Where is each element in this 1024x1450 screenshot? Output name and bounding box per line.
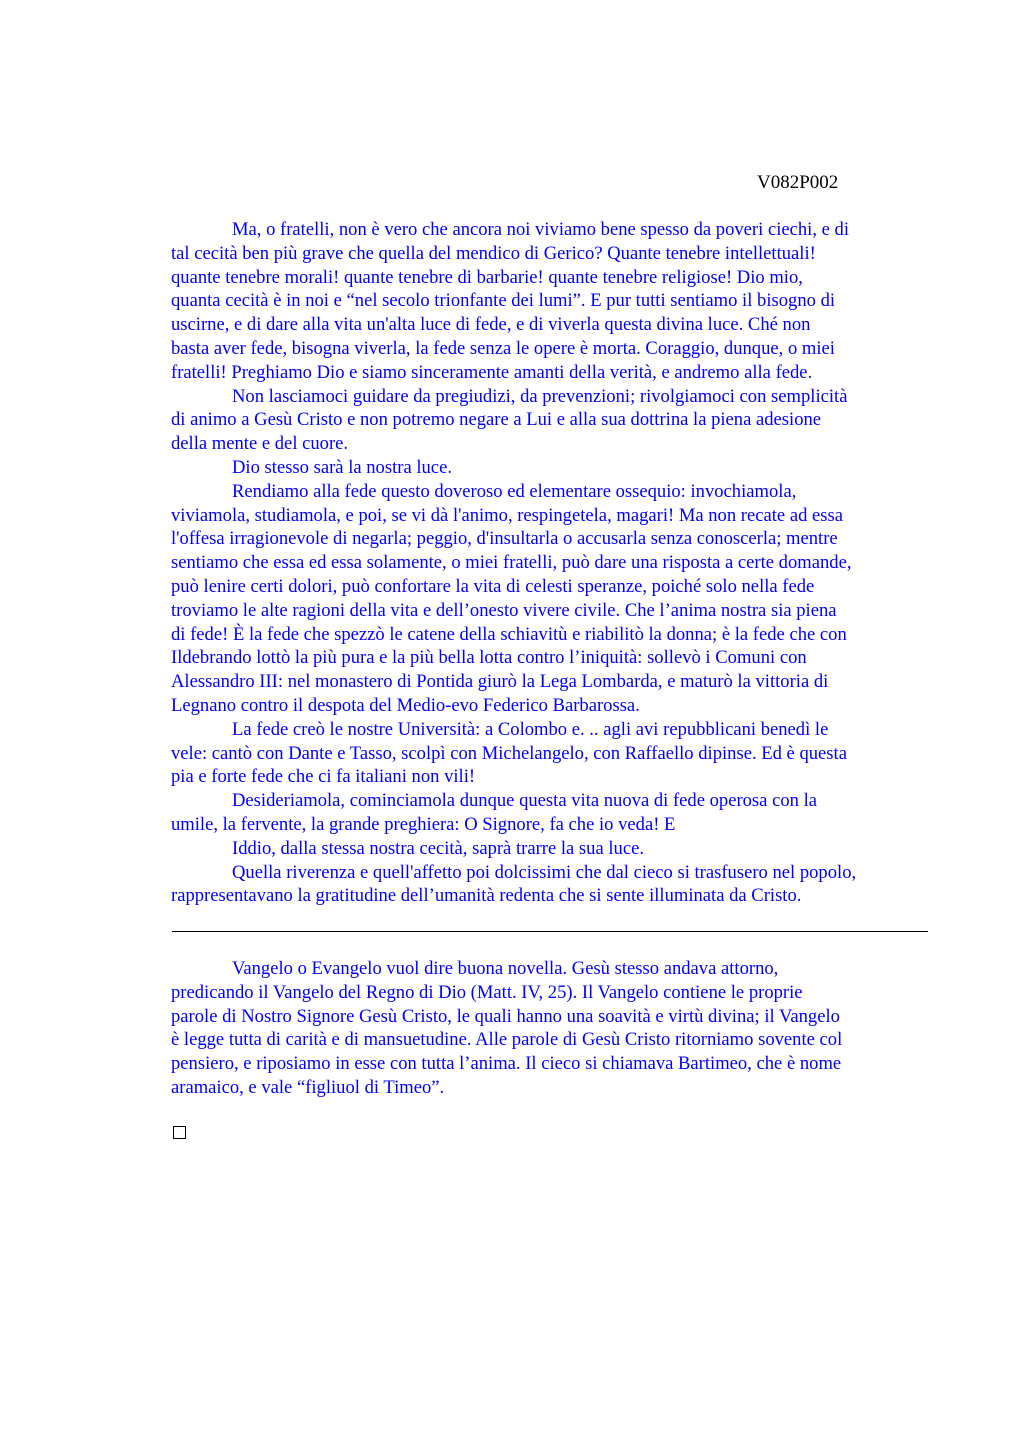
- footnote-line: è legge tutta di carità e di mansuetudine. Alle parole di Gesù Cristo ritorniamo sovente col: [171, 1029, 843, 1051]
- paragraph: [171, 718, 929, 789]
- footnote-line: Vangelo o Evangelo vuol dire buona novella. Gesù stesso andava attorno,: [232, 958, 779, 979]
- text-line: della mente e del cuore.: [171, 433, 349, 455]
- text-line: Ma, o fratelli, non è vero che ancora noi viviamo bene spesso da poveri ciechi, e di: [232, 219, 849, 240]
- text-line: di animo a Gesù Cristo e non potremo negare a Lui e alla sua dottrina la piena adesione: [171, 409, 822, 431]
- text-line: sentiamo che essa ed essa solamente, o miei fratelli, può dare una risposta a certe domande,: [171, 552, 852, 574]
- text-line: può lenire certi dolori, può confortare la vita di celesti speranze, poiché solo nella fede: [171, 575, 815, 597]
- text-line: rappresentavano la gratitudine dell’umanità redenta che si sente illuminata da Cristo.: [171, 885, 802, 907]
- text-line: uscirne, e di dare alla vita un'alta luce di fede, e di viverla questa divina luce. Ché non: [171, 314, 811, 336]
- footnote: [171, 957, 929, 1100]
- footnote-line: predicando il Vangelo del Regno di Dio (Matt. IV, 25). Il Vangelo contiene le proprie: [171, 981, 803, 1003]
- text-line: Alessandro III: nel monastero di Pontida giurò la Lega Lombarda, e maturò la vittoria di: [171, 671, 829, 693]
- paragraph: [171, 480, 929, 718]
- text-line: pia e forte fede che ci fa italiani non vili!: [171, 766, 476, 788]
- text-line: basta aver fede, bisogna viverla, la fede senza le opere è morta. Coraggio, dunque, o miei: [171, 337, 835, 359]
- paragraph: [171, 456, 929, 480]
- empty-square-icon: [173, 1126, 186, 1139]
- text-line: Legnano contro il despota del Medio-evo Federico Barbarossa.: [171, 694, 640, 716]
- text-line: Non lasciamoci guidare da pregiudizi, da prevenzioni; rivolgiamoci con semplicità: [232, 385, 848, 407]
- text-line: quante tenebre morali! quante tenebre di barbarie! quante tenebre religiose! Dio mio,: [171, 266, 803, 288]
- text-line: viviamola, studiamola, e poi, se vi dà l'animo, respingetela, magari! Ma non recate ad essa: [171, 504, 843, 526]
- footnote-line: aramaico, e vale “figliuol di Timeo”.: [171, 1076, 445, 1098]
- text-line: tal cecità ben più grave che quella del mendico di Gerico? Quante tenebre intellettuali!: [171, 242, 816, 264]
- text-line: troviamo le alte ragioni della vita e dell’onesto vivere civile. Che l’anima nostra sia piena: [171, 599, 837, 621]
- text-line: quanta cecità è in noi e “nel secolo trionfante dei lumi”. E pur tutti sentiamo il bisogno di: [171, 290, 836, 312]
- text-line: fratelli! Preghiamo Dio e siamo sinceramente amanti della verità, e andremo alla fede.: [171, 361, 813, 383]
- text-line: La fede creò le nostre Università: a Colombo e. .. agli avi repubblicani benedì le: [232, 718, 829, 740]
- paragraph: [171, 789, 929, 837]
- footnote-line: parole di Nostro Signore Gesù Cristo, le quali hanno una soavità e virtù divina; il Vangelo: [171, 1005, 840, 1027]
- text-line: Rendiamo alla fede questo doveroso ed elementare ossequio: invochiamola,: [232, 480, 797, 502]
- text-line: umile, la fervente, la grande preghiera: O Signore, fa che io veda! E: [171, 813, 676, 835]
- text-line: di fede! È la fede che spezzò le catene della schiavitù e riabilitò la donna; è la fede che con: [171, 623, 847, 645]
- text-line: l'offesa irragionevole di negarla; peggio, d'insultarla o accusarla senza conoscerla; mentre: [171, 528, 838, 550]
- body-text: [171, 218, 929, 908]
- text-line: Quella riverenza e quell'affetto poi dolcissimi che dal cieco si trasfusero nel popolo,: [232, 861, 857, 883]
- page-code: V082P002: [757, 172, 839, 193]
- text-line: vele: cantò con Dante e Tasso, scolpì con Michelangelo, con Raffaello dipinse. Ed è questa: [171, 742, 847, 764]
- footnote-separator: [172, 931, 928, 932]
- text-line: Ildebrando lottò la più pura e la più bella lotta contro l’iniquità: sollevò i Comuni con: [171, 647, 807, 669]
- paragraph: [171, 837, 929, 861]
- paragraph: [171, 861, 929, 909]
- text-line: Iddio, dalla stessa nostra cecità, saprà trarre la sua luce.: [232, 837, 644, 859]
- text-line: Desideriamola, cominciamola dunque questa vita nuova di fede operosa con la: [232, 790, 817, 812]
- footnote-line: pensiero, e riposiamo in esse con tutta l’anima. Il cieco si chiamava Bartimeo, che è nome: [171, 1053, 842, 1075]
- text-line: Dio stesso sarà la nostra luce.: [232, 456, 452, 478]
- paragraph: [171, 218, 929, 385]
- paragraph: [171, 385, 929, 456]
